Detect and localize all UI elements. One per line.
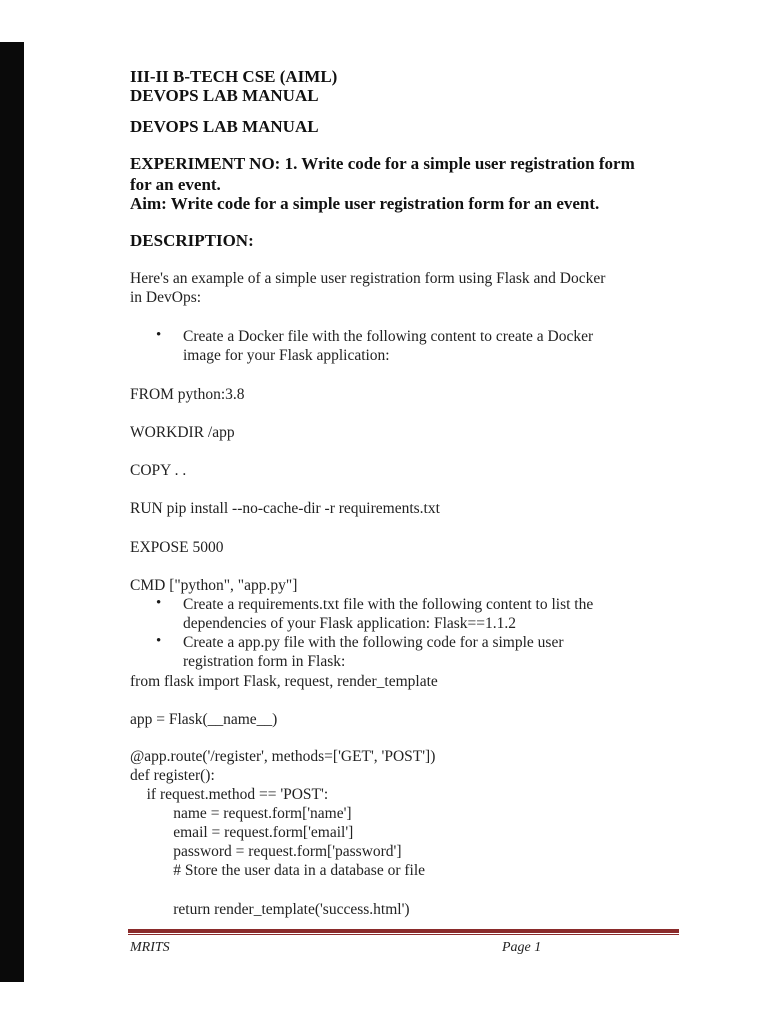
description-intro-line1: Here's an example of a simple user registration form using Flask and Docker [130,270,606,287]
code-def: def register(): [130,767,215,784]
footer-rule [128,929,679,933]
experiment-aim: Aim: Write code for a simple user registration form for an event. [130,194,600,213]
bullet3-line1: Create a app.py file with the following code for a simple user [183,634,564,651]
docker-from: FROM python:3.8 [130,386,245,403]
bullet-marker: • [156,595,162,611]
description-heading: DESCRIPTION: [130,231,254,250]
code-comment: # Store the user data in a database or file [150,862,426,879]
code-name: name = request.form['name'] [150,805,352,822]
experiment-title-line1: EXPERIMENT NO: 1. Write code for a simple user registration form [130,154,635,173]
code-route: @app.route('/register', methods=['GET', 'POST']) [130,748,436,765]
bullet-marker: • [156,327,162,343]
docker-cmd: CMD ["python", "app.py"] [130,577,298,594]
code-return: return render_template('success.html') [150,901,410,918]
code-if: if request.method == 'POST': [135,786,329,803]
scan-edge-bar [0,42,24,982]
description-intro-line2: in DevOps: [130,289,202,306]
bullet2-line2: dependencies of your Flask application: Flask==1.1.2 [183,615,517,632]
bullet1-line1: Create a Docker file with the following content to create a Docker [183,328,594,345]
bullet3-line2: registration form in Flask: [183,653,346,670]
bullet1-line2: image for your Flask application: [183,347,390,364]
code-email: email = request.form['email'] [150,824,354,841]
code-password: password = request.form['password'] [150,843,402,860]
course-header: III-II B-TECH CSE (AIML) [130,67,338,86]
manual-title: DEVOPS LAB MANUAL [130,117,319,136]
experiment-title-line2: for an event. [130,175,221,194]
docker-copy: COPY . . [130,462,187,479]
code-import: from flask import Flask, request, render_template [130,673,438,690]
docker-run: RUN pip install --no-cache-dir -r requirements.txt [130,500,440,517]
footer-page-number: Page 1 [502,940,542,955]
bullet-marker: • [156,633,162,649]
bullet2-line1: Create a requirements.txt file with the following content to list the [183,596,594,613]
footer-rule-thin [128,934,679,935]
manual-subheader: DEVOPS LAB MANUAL [130,86,319,105]
footer-left: MRITS [130,940,170,955]
docker-expose: EXPOSE 5000 [130,539,224,556]
docker-workdir: WORKDIR /app [130,424,235,441]
code-app: app = Flask(__name__) [130,711,278,728]
